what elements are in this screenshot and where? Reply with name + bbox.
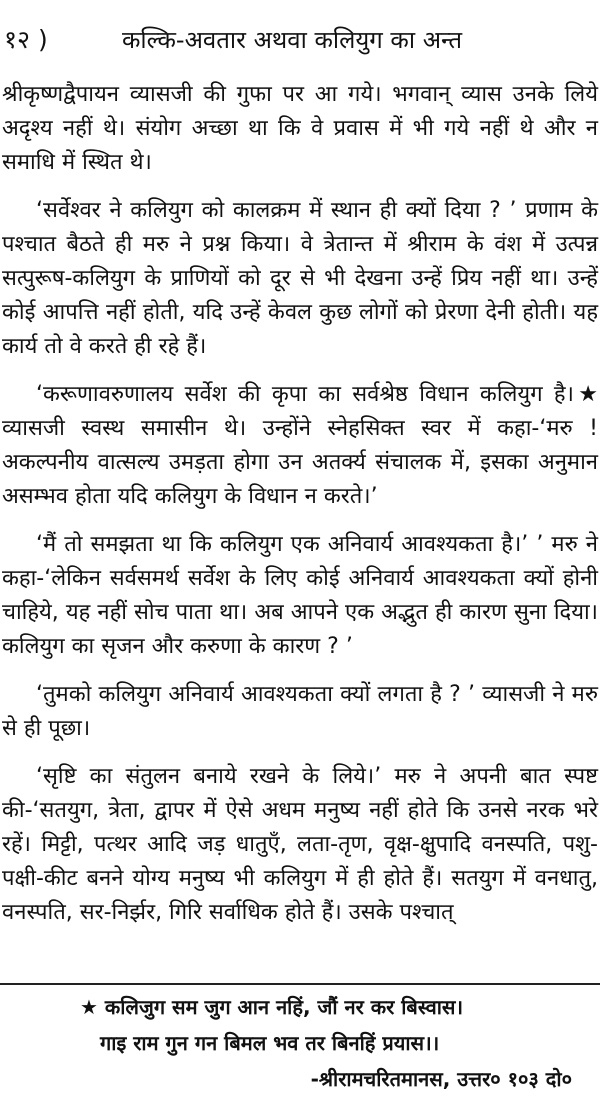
paragraph-2: ‘सर्वेश्वर ने कलियुग को कालक्रम में स्थान ही क्यों दिया ? ’ प्रणाम के पश्चात बैठते ही मरु ने प्रश्न किया। वे त्रेतान्त में श्रीराम के वंश में उत्पन्न सत्पुरूष-कलियुग के प्राणियों को दूर से भी देखना उन्हें प्रिय नहीं था। उन्हें कोई आपत्ति नहीं होती, यदि उन्हें केवल कुछ लोगों को प्रेरणा देनी होती। यह कार्य तो वे करते ही रहे हैं। [2,198,598,359]
paragraph-1: श्रीकृष्णद्वैपायन व्यासजी की गुफा पर आ गये। भगवान् व्यास उनके लिये अदृश्य नहीं थे। संयोग अच्छा था कि वे प्रवास में भी गये नहीं थे और न समाधि में स्थित थे। [2,82,598,175]
footnote-verse-line-2: गाइ राम गुन गन बिमल भव तर बिनहिं प्रयास।। [100,1031,440,1055]
footnote-verse-line-1: ★ कलिजुग सम जुग आन नहिं, जौं नर कर बिस्वास। [80,995,464,1019]
page-number: १२ ) [4,25,48,54]
paragraph-3: ‘करूणावरुणालय सर्वेश की कृपा का सर्वश्रेष्ठ विधान कलियुग है।★ व्यासजी स्वस्थ समासीन थे। उन्होंने स्नेहसिक्त स्वर में कहा-‘मरु ! अकल्पनीय वात्सल्य उमड़ता होगा उन अतर्क्य संचालक में, इसका अनुमान असम्भव होता यदि कलियुग के विधान न करते।’ [2,382,598,509]
paragraph-4: ‘मैं तो समझता था कि कलियुग एक अनिवार्य आवश्यकता है।’ ’ मरु ने कहा-‘लेकिन सर्वसमर्थ सर्वेश के लिए कोई अनिवार्य आवश्यकता क्यों होनी चाहिये, यह नहीं सोच पाता था। अब आपने एक अद्भुत ही कारण सुना दिया। कलियुग का सृजन और करुणा के कारण ? ’ [2,532,598,659]
page-header [0,22,600,58]
paragraph-5: ‘तुमको कलियुग अनिवार्य आवश्यकता क्यों लगता है ? ’ व्यासजी ने मरु से ही पूछा। [2,682,598,741]
footnote-citation: -श्रीरामचरितमानस, उत्तर० १०३ दो० [310,1067,572,1091]
running-title: कल्कि-अवतार अथवा कलियुग का अन्त [122,26,463,54]
paragraph-6: ‘सृष्टि का संतुलन बनाये रखने के लिये।’ मरु ने अपनी बात स्पष्ट की-‘सतयुग, त्रेता, द्वापर में ऐसे अधम मनुष्य नहीं होते कि उनसे नरक भरे रहें। मिट्टी, पत्थर आदि जड़ धातुएँ, लता-तृण, वृक्ष-क्षुपादि वनस्पति, पशु-पक्षी-कीट बनने योग्य मनुष्य भी कलियुग में ही होते हैं। सतयुग में वनधातु, वनस्पति, सर-निर्झर, गिरि सर्वाधिक होते हैं। उसके पश्चात् [2,764,598,925]
footnote-divider [0,983,600,985]
body-text [2,78,598,944]
